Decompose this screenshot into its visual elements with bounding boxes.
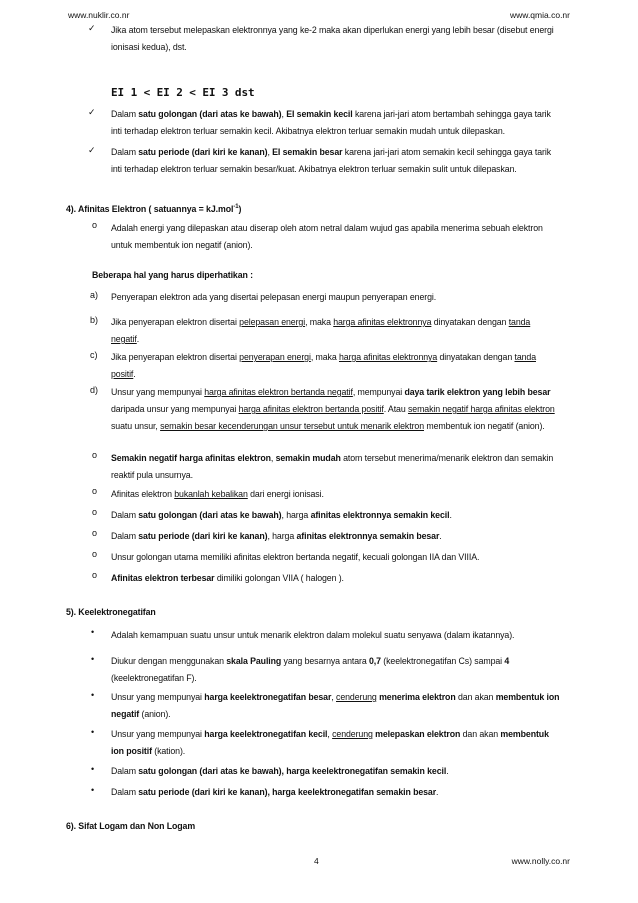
s4-item-c: Jika penyerapan elektron disertai penyerapan energi, maka harga afinitas elektronnya dinyatakan dengan tanda positif. <box>111 352 536 379</box>
s5-point-4: Unsur yang mempunyai harga keelektronegatifan kecil, cenderung melepaskan elektron dan akan membentuk ion positif (kation). <box>111 729 549 756</box>
page-number: 4 <box>314 856 319 866</box>
section-6-title: 6). Sifat Logam dan Non Logam <box>66 821 196 831</box>
checkmark-icon: ✓ <box>88 107 96 117</box>
section-5-title: 5). Keelektronegatifan <box>66 607 156 617</box>
footer-right-url: www.nolly.co.nr <box>511 856 570 866</box>
bullet-dot: • <box>91 785 95 795</box>
section-4-title: 4). Afinitas Elektron ( satuannya = kJ.mol$^{-1}$) <box>66 203 242 214</box>
s4-item-b: Jika penyerapan elektron disertai pelepasan energi, maka harga afinitas elektronnya dinyatakan dengan tanda negatif. <box>111 317 531 344</box>
list-label-b: b) <box>90 315 99 325</box>
s4-item-a: Penyerapan elektron ada yang disertai pelepasan energi maupun penyerapan energi. <box>111 292 437 302</box>
list-label-a: a) <box>90 290 99 300</box>
s4-point-6: Afinitas elektron terbesar dimiliki golongan VIIA ( halogen ). <box>111 573 344 583</box>
ei-formula: EI 1 < EI 2 < EI 3 dst <box>111 86 255 99</box>
s4-point-4: Dalam satu periode (dari kiri ke kanan), harga afinitas elektronnya semakin besar. <box>111 531 442 541</box>
list-label-d: d) <box>90 385 99 395</box>
s5-point-1: Adalah kemampuan suatu unsur untuk menarik elektron dalam molekul suatu senyawa (dalam ikatannya). <box>111 630 515 640</box>
s5-point-3: Unsur yang mempunyai harga keelektronegatifan besar, cenderung menerima elektron dan akan membentuk ion negatif (anion). <box>111 692 560 719</box>
ei-item-2: Dalam satu golongan (dari atas ke bawah), EI semakin kecil karena jari-jari atom bertambah sehingga gaya tarik inti terhadap elektron terluar semakin kecil. Akibatnya elektron terluar semakin mudah untuk dilepaskan. <box>111 109 551 136</box>
circle-bullet: o <box>92 570 98 580</box>
s4-note-title: Beberapa hal yang harus diperhatikan : <box>92 270 253 280</box>
header-left-url: www.nuklir.co.nr <box>68 10 130 20</box>
ei-item-1: Jika atom tersebut melepaskan elektronnya yang ke-2 maka akan diperlukan energi yang lebih besar (disebut energi ionisasi kedua), dst. <box>111 25 554 52</box>
circle-bullet: o <box>92 450 98 460</box>
s5-point-2: Diukur dengan menggunakan skala Pauling yang besarnya antara 0,7 (keelektronegatifan Cs) sampai 4 (keelektronegatifan F). <box>111 656 510 683</box>
s4-point-5: Unsur golongan utama memiliki afinitas elektron bertanda negatif, kecuali golongan IIA dan VIIIA. <box>111 552 480 562</box>
checkmark-icon: ✓ <box>88 23 96 33</box>
s4-point-1: Semakin negatif harga afinitas elektron, semakin mudah atom tersebut menerima/menarik elektron dan semakin reaktif pula unsurnya. <box>111 453 554 480</box>
s5-point-5: Dalam satu golongan (dari atas ke bawah), harga keelektronegatifan semakin kecil. <box>111 766 449 776</box>
circle-bullet: o <box>92 507 98 517</box>
s5-point-6: Dalam satu periode (dari kiri ke kanan), harga keelektronegatifan semakin besar. <box>111 787 439 797</box>
list-label-c: c) <box>90 350 98 360</box>
ei-item-3: Dalam satu periode (dari kiri ke kanan), EI semakin besar karena jari-jari atom semakin kecil sehingga gaya tarik inti terhadap elektron terluar semakin besar/kuat. Akibatnya elektron terluar semakin sulit untuk dilepaskan. <box>111 147 552 174</box>
bullet-dot: • <box>91 764 95 774</box>
bullet-dot: • <box>91 727 95 737</box>
s4-definition: Adalah energi yang dilepaskan atau diserap oleh atom netral dalam wujud gas apabila menerima sebuah elektron untuk membentuk ion negatif (anion). <box>111 223 543 250</box>
bullet-dot: • <box>91 654 95 664</box>
s4-item-d: Unsur yang mempunyai harga afinitas elektron bertanda negatif, mempunyai daya tarik elektron yang lebih besar daripada unsur yang mempunyai harga afinitas elektron bertanda positif. Atau semakin negatif harga afinitas elektron suatu unsur, semakin besar kecenderungan unsur tersebut untuk menarik elektron membentuk ion negatif (anion). <box>111 387 555 431</box>
circle-bullet: o <box>92 486 98 496</box>
checkmark-icon: ✓ <box>88 145 96 155</box>
s4-point-3: Dalam satu golongan (dari atas ke bawah), harga afinitas elektronnya semakin kecil. <box>111 510 452 520</box>
bullet-dot: • <box>91 627 95 637</box>
circle-bullet: o <box>92 528 98 538</box>
circle-bullet: o <box>92 549 98 559</box>
header-right-url: www.qmia.co.nr <box>510 10 570 20</box>
circle-bullet: o <box>92 220 98 230</box>
s4-point-2: Afinitas elektron bukanlah kebalikan dari energi ionisasi. <box>111 489 324 499</box>
bullet-dot: • <box>91 690 95 700</box>
